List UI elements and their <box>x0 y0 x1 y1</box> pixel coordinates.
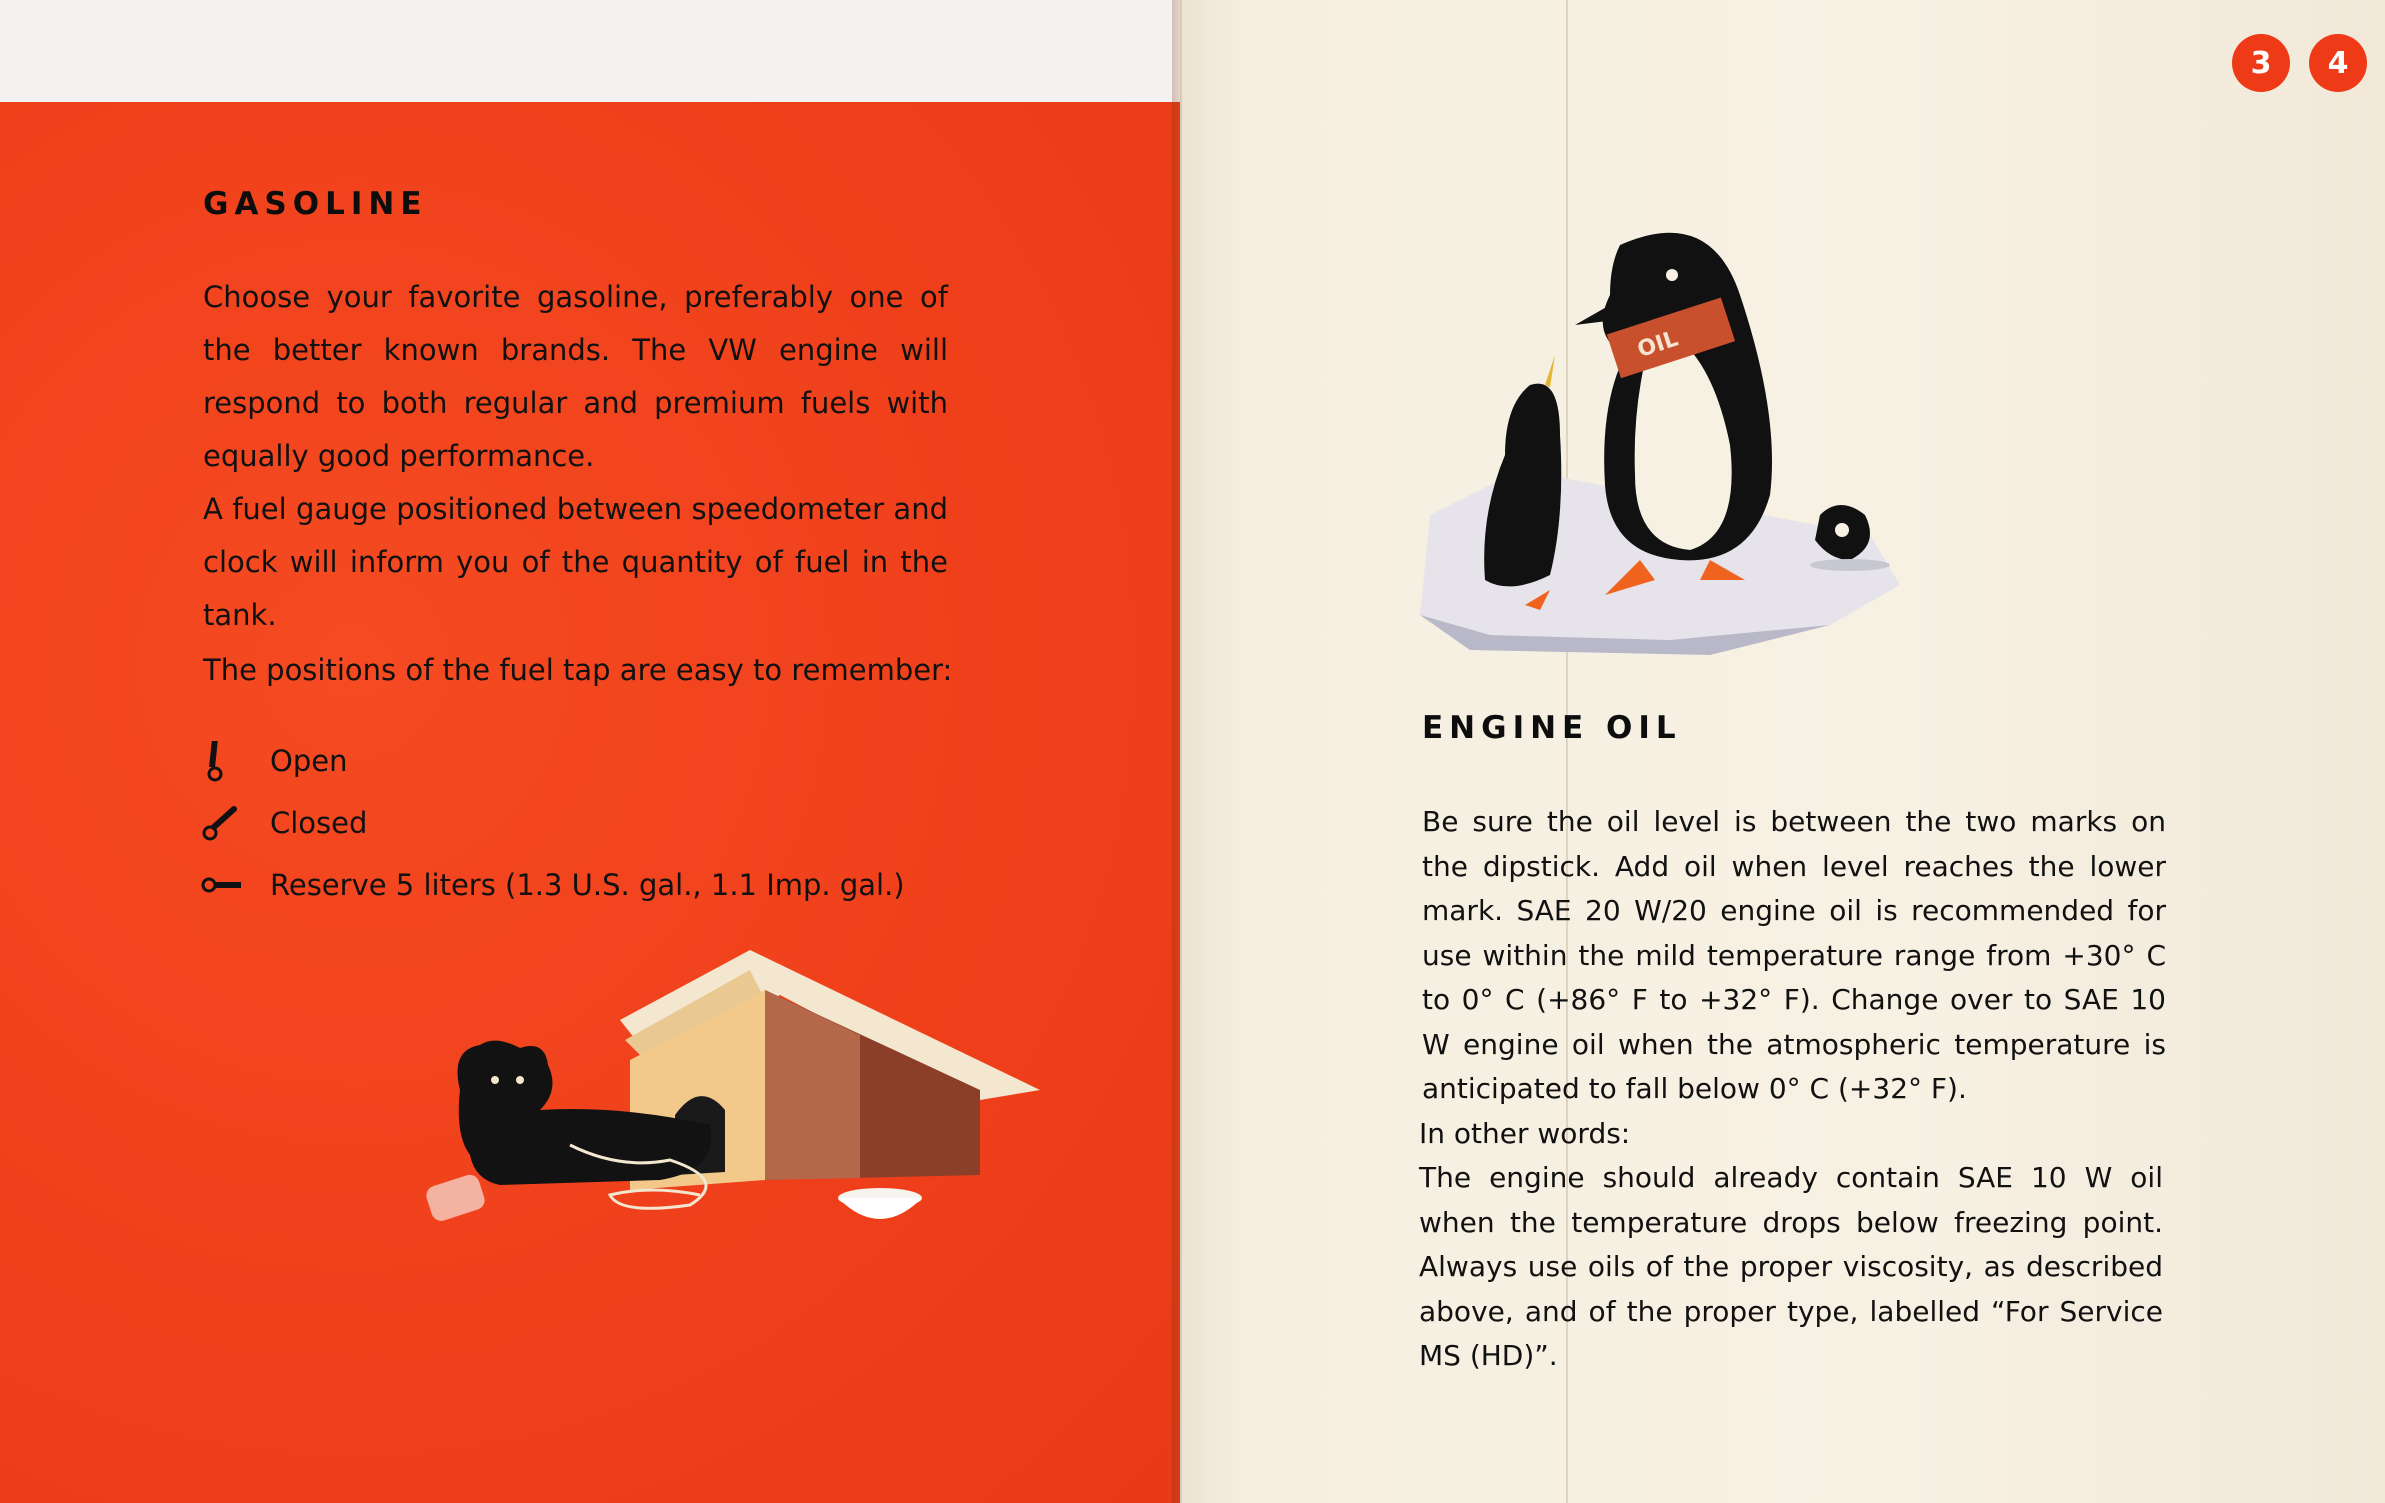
gasoline-paragraph-1: Choose your favorite gasoline, preferably one of the better known brands. The VW engine will respond to both regular and premium fuels with equally good performance. <box>203 280 948 473</box>
tap-reserve-icon <box>200 865 270 905</box>
tap-closed-label: Closed <box>270 806 368 840</box>
oil-can-label: OIL <box>1634 326 1682 363</box>
tap-position-open <box>200 730 905 792</box>
scan-margin <box>0 0 1180 102</box>
gasoline-paragraph-3: The positions of the fuel tap are easy to remember: <box>203 653 953 687</box>
engine-oil-paragraph-1: Be sure the oil level is between the two marks on the dipstick. Add oil when level reaches the lower mark. SAE 20 W/20 engine oil is recommended for use within the mild temperature range from +30° C to 0° C (+86° F to +32° F). Change over to SAE 10 W engine oil when the atmospheric temperature is anticipated to fall below 0° C (+32° F). <box>1422 805 2166 1105</box>
tap-open-icon <box>200 741 270 781</box>
tap-open-label: Open <box>270 744 348 778</box>
page-number-3: 3 <box>2232 34 2290 92</box>
tap-reserve-label: Reserve 5 liters (1.3 U.S. gal., 1.1 Imp. gal.) <box>270 868 905 902</box>
penguins-oil-can-illustration <box>1410 215 1930 660</box>
dog-kennel-illustration <box>420 940 1060 1270</box>
page-gutter <box>1172 0 1182 1503</box>
engine-oil-paragraph-2: In other words: <box>1419 1117 1631 1150</box>
gasoline-paragraph-2: A fuel gauge positioned between speedometer and clock will inform you of the quantity of fuel in the tank. <box>203 492 948 632</box>
page-number-4: 4 <box>2309 34 2367 92</box>
fuel-tap-positions-list <box>200 730 905 916</box>
tap-closed-icon <box>200 803 270 843</box>
engine-oil-heading: ENGINE OIL <box>1422 710 1682 746</box>
tap-position-reserve <box>200 854 905 916</box>
gasoline-heading: GASOLINE <box>203 186 428 222</box>
engine-oil-paragraph-3: The engine should already contain SAE 10 W oil when the temperature drops below freezing point. Always use oils of the proper viscosity, as described above, and of the proper type, labelled “For Service MS (HD)”. <box>1419 1161 2163 1372</box>
tap-position-closed <box>200 792 905 854</box>
